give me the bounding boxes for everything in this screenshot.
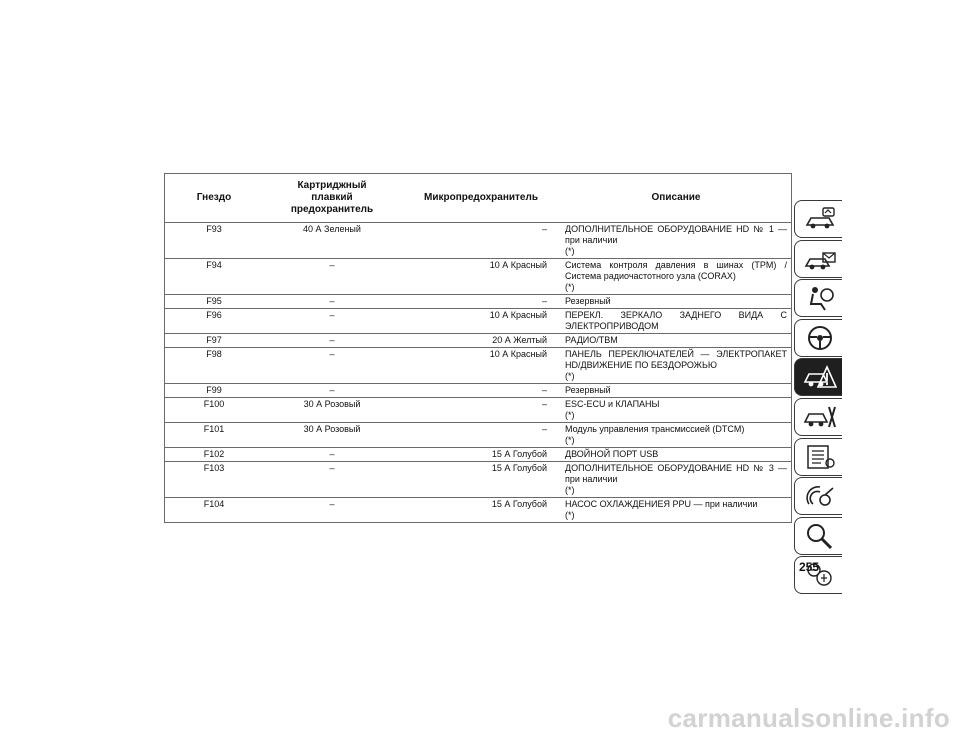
cell-micro: 10 А Красный (401, 259, 561, 295)
car-emergency-icon (803, 363, 837, 391)
cell-slot: F94 (165, 259, 264, 295)
description-line: Резервный (565, 296, 611, 306)
header-cartridge-line2: плавкий (311, 192, 353, 203)
header-micro: Микропредохранитель (401, 174, 561, 223)
table-row (165, 423, 792, 448)
cell-slot: F95 (165, 295, 264, 309)
description-line: (*) (565, 485, 575, 495)
cell-slot: F103 (165, 462, 264, 498)
description-line: (*) (565, 435, 575, 445)
car-service-tools-icon (803, 403, 837, 431)
tab-airbag[interactable] (794, 279, 842, 317)
header-cartridge-line3: предохранитель (290, 204, 374, 215)
table-row (165, 384, 792, 398)
cell-slot: F99 (165, 384, 264, 398)
description-line: (*) (565, 371, 575, 381)
table-row (165, 259, 792, 295)
tab-index[interactable] (794, 517, 842, 555)
description-line: (*) (565, 282, 575, 292)
tab-dashboard[interactable] (794, 200, 842, 238)
table-header-row (165, 174, 792, 223)
steering-wheel-icon (803, 324, 837, 352)
description-line: ДВОЙНОЙ ПОРТ USB (565, 449, 659, 459)
header-slot: Гнездо (165, 174, 264, 223)
fuse-table (164, 173, 792, 523)
cell-description (561, 462, 792, 498)
cell-cartridge: 30 А Розовый (263, 423, 401, 448)
cell-micro: 15 А Голубой (401, 462, 561, 498)
description-line: (*) (565, 410, 575, 420)
description-line: ПАНЕЛЬ ПЕРЕКЛЮЧАТЕЛЕЙ — ЭЛЕКТРОПАКЕТ (565, 349, 787, 359)
description-line: HD/ДВИЖЕНИЕ ПО БЕЗДОРОЖЬЮ (565, 360, 717, 370)
cell-description (561, 295, 792, 309)
search-index-icon (803, 522, 837, 550)
cell-micro: – (401, 223, 561, 259)
description-line: (*) (565, 510, 575, 520)
cell-description (561, 398, 792, 423)
cell-description (561, 448, 792, 462)
description-line: ПЕРЕКЛ. ЗЕРКАЛО ЗАДНЕГО ВИДА С (565, 310, 787, 320)
table-row (165, 398, 792, 423)
table-row (165, 448, 792, 462)
cell-slot: F100 (165, 398, 264, 423)
description-line: при наличии (565, 474, 618, 484)
header-cartridge-line1: Картриджный (297, 180, 367, 191)
tab-service[interactable] (794, 398, 842, 436)
cell-cartridge: – (263, 334, 401, 348)
description-line: ДОПОЛНИТЕЛЬНОЕ ОБОРУДОВАНИЕ HD № 3 — (565, 463, 787, 473)
cell-slot: F102 (165, 448, 264, 462)
table-row (165, 498, 792, 523)
tab-specifications[interactable] (794, 438, 842, 476)
cell-slot: F98 (165, 348, 264, 384)
cell-slot: F97 (165, 334, 264, 348)
cell-micro: – (401, 295, 561, 309)
chapter-tabs (794, 200, 842, 596)
cell-micro: 10 А Красный (401, 309, 561, 334)
table-row (165, 462, 792, 498)
description-line: при наличии (565, 235, 618, 245)
tab-driving[interactable] (794, 319, 842, 357)
cell-cartridge: – (263, 462, 401, 498)
cell-micro: 15 А Голубой (401, 448, 561, 462)
cell-cartridge: – (263, 498, 401, 523)
car-safety-icon (803, 245, 837, 273)
description-line: НАСОС ОХЛАЖДЕНИЕЯ PPU — при наличии (565, 499, 758, 509)
specifications-list-icon (803, 443, 837, 471)
cell-description (561, 223, 792, 259)
description-line: Система радиочастотного узла (CORAX) (565, 271, 736, 281)
airbag-seat-icon (803, 284, 837, 312)
table-row (165, 348, 792, 384)
description-line: ЭЛЕКТРОПРИВОДОМ (565, 321, 659, 331)
cell-cartridge: – (263, 348, 401, 384)
cell-slot: F101 (165, 423, 264, 448)
cell-slot: F96 (165, 309, 264, 334)
tab-safety[interactable] (794, 240, 842, 278)
cell-description (561, 423, 792, 448)
cell-cartridge: – (263, 295, 401, 309)
cell-micro: 20 А Желтый (401, 334, 561, 348)
tab-emergency[interactable] (794, 358, 842, 396)
cell-slot: F104 (165, 498, 264, 523)
cell-micro: – (401, 384, 561, 398)
cell-description (561, 309, 792, 334)
table-row (165, 334, 792, 348)
description-line: Модуль управления трансмиссией (DTCM) (565, 424, 745, 434)
cell-cartridge: 40 А Зеленый (263, 223, 401, 259)
header-description: Описание (561, 174, 792, 223)
cell-description (561, 259, 792, 295)
multimedia-icon (803, 482, 837, 510)
description-line: Резервный (565, 385, 611, 395)
watermark: carmanualsonline.info (667, 703, 950, 733)
cell-micro: 15 А Голубой (401, 498, 561, 523)
cell-description (561, 334, 792, 348)
cell-micro: – (401, 398, 561, 423)
cell-cartridge: – (263, 309, 401, 334)
page-number: 255 (799, 560, 820, 574)
cell-cartridge: – (263, 259, 401, 295)
description-line: Система контроля давления в шинах (TPM) / (565, 260, 787, 270)
cell-cartridge: – (263, 384, 401, 398)
cell-description (561, 348, 792, 384)
table-row (165, 223, 792, 259)
cell-description (561, 498, 792, 523)
tab-multimedia[interactable] (794, 477, 842, 515)
description-line: ESC-ECU и КЛАПАНЫ (565, 399, 660, 409)
cell-description (561, 384, 792, 398)
description-line: РАДИО/TBM (565, 335, 618, 345)
description-line: (*) (565, 246, 575, 256)
table-row (165, 295, 792, 309)
cell-cartridge: – (263, 448, 401, 462)
car-dashboard-icon (803, 205, 837, 233)
header-cartridge (263, 174, 401, 223)
cell-micro: 10 А Красный (401, 348, 561, 384)
table-row (165, 309, 792, 334)
cell-slot: F93 (165, 223, 264, 259)
cell-micro: – (401, 423, 561, 448)
cell-cartridge: 30 А Розовый (263, 398, 401, 423)
description-line: ДОПОЛНИТЕЛЬНОЕ ОБОРУДОВАНИЕ HD № 1 — (565, 224, 787, 234)
